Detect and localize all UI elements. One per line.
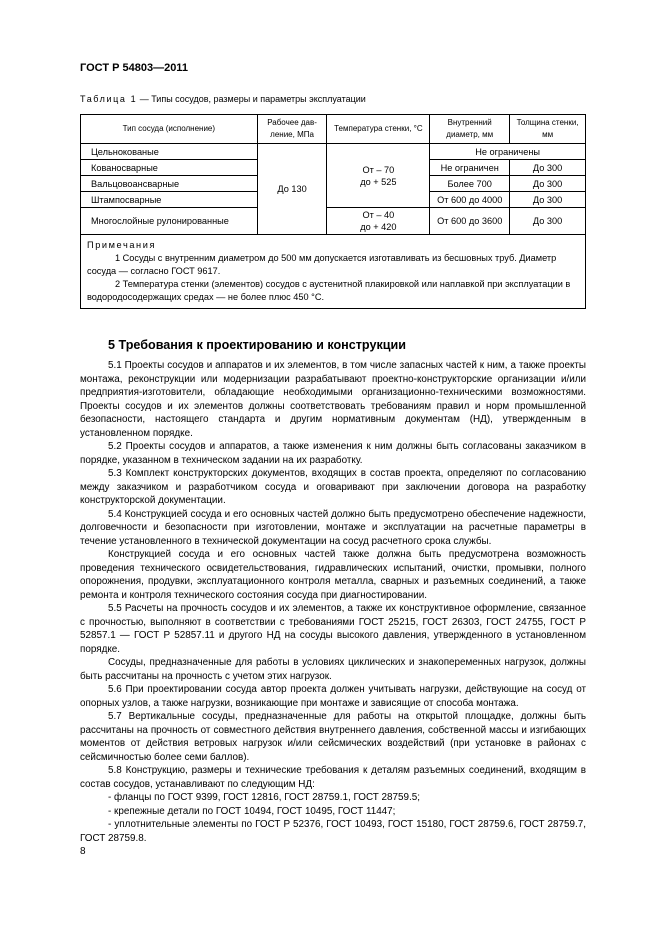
document-header: ГОСТ Р 54803—2011 [80,62,188,74]
header-thickness: Толщина стенки, мм [510,115,586,144]
paragraph: 5.3 Комплект конструкторских документов, входящих в состав проекта, определяют по согласованию между заказчиком и разработчиком сосуда и оговаривают при заключении договора на разработку конструкторской документации. [80,468,586,506]
cell-thickness: До 300 [510,208,586,235]
notes-title: Примечания [87,240,157,250]
temp-1-to: до + 525 [360,176,397,187]
cell-diameter: Не ограничен [430,160,510,176]
paragraph: Конструкцией сосуда и его основных частей также должна быть предусмотрена возможность проведения технического освидетельствования, гидравлических испытаний, очистки, промывки, полного опорожнения, продувки, эксплуатационного контроля металла, сварных и разъемных соединений, а также ремонта и контроля технического состояния сосуда при диагностировании. [80,549,586,601]
header-diameter: Внутренний диаметр, мм [430,115,510,144]
table-caption [80,94,366,104]
cell-diameter: Более 700 [430,176,510,192]
table-caption-label: Таблица 1 [80,94,138,104]
paragraph: 5.1 Проекты сосудов и аппаратов и их элементов, в том числе запасных частей к ним, а также проекты монтажа, реконструкции или модернизации разрабатывают проектно-конструкторские организации и/или предприятия-изготовители, обладающие необходимыми организационно-техническими возможностями. Проекты сосудов и их элементов должны соответствовать требованиям правил и норм промышленной безопасности, настоящего стандарта и другим нормативным документам (НД), утвержденным в установленном порядке. [80,360,586,439]
list-item: - уплотнительные элементы по ГОСТ Р 52376, ГОСТ 10493, ГОСТ 15180, ГОСТ 28759.6, ГОСТ 28759.7, ГОСТ 28759.8. [80,819,586,844]
header-pressure: Рабочее дав-ление, МПа [257,115,327,144]
cell-type: Кованосварные [81,160,258,176]
page-number: 8 [80,846,86,857]
cell-thickness: До 300 [510,192,586,208]
paragraph: Сосуды, предназначенные для работы в условиях циклических и знакопеременных нагрузок, должны быть рассчитаны на прочность с учетом этих нагрузок. [80,657,586,682]
paragraph: 5.5 Расчеты на прочность сосудов и их элементов, а также их конструктивное оформление, связанное с прочностью, выполняют в соответствии с требованиями ГОСТ 25215, ГОСТ 26303, ГОСТ 24755, ГОСТ Р 52857.1 — ГОСТ Р 52857.11 и другого НД на сосуды высокого давления, утвержденного в установленном порядке. [80,603,586,655]
cell-type: Цельнокованые [81,144,258,160]
vessel-types-table [80,114,586,309]
list-item: - фланцы по ГОСТ 9399, ГОСТ 12816, ГОСТ 28759.1, ГОСТ 28759.5; [108,792,420,803]
section-body [80,359,586,845]
temp-2-to: до + 420 [360,222,397,232]
header-temperature: Температура стенки, °С [327,115,430,144]
paragraph: 5.6 При проектировании сосуда автор проекта должен учитывать нагрузки, действующие на сосуд от опорных узлов, а также нагрузки, возникающие при монтаже и зависящие от способа монтажа. [80,684,586,709]
cell-pressure: До 130 [257,144,327,235]
table-row [81,144,586,160]
header-vessel-type: Тип сосуда (исполнение) [81,115,258,144]
list-item: - крепежные детали по ГОСТ 10494, ГОСТ 10495, ГОСТ 11447; [108,805,396,817]
paragraph: 5.8 Конструкцию, размеры и технические требования к деталям разъемных соединений, входящим в состав сосудов, устанавливают по следующим НД: [80,765,586,790]
cell-type: Штампосварные [81,192,258,208]
table-caption-text: — Типы сосудов, размеры и параметры эксплуатации [137,94,366,104]
table-notes [81,235,586,309]
table-row [81,208,586,235]
cell-thickness: До 300 [510,176,586,192]
table-notes-row [81,235,586,309]
cell-not-limited: Не ограничены [430,144,586,160]
note-1: 1 Сосуды с внутренним диаметром до 500 мм допускается изготавливать из бесшовных труб. Диаметр сосуда — согласно ГОСТ 9617. [87,253,557,276]
cell-type: Многослойные рулонированные [81,208,258,235]
table-header-row [81,115,586,144]
temp-2-from: От – 40 [362,210,395,220]
paragraph: 5.4 Конструкцией сосуда и его основных частей должно быть предусмотрено обеспечение надежности, долговечности и безопасности при изготовлении, монтаже и эксплуатации на расчетные параметры в течение установленного в технической документации на сосуд расчетного срока службы. [80,508,586,547]
cell-temperature-range-1 [327,144,430,208]
section-title: 5 Требования к проектированию и конструкции [108,338,406,352]
cell-thickness: До 300 [510,160,586,176]
paragraph: 5.2 Проекты сосудов и аппаратов, а также изменения к ним должны быть согласованы заказчиком в порядке, указанном в техническом задании на их разработку. [80,441,586,466]
cell-temperature-range-2 [327,208,430,235]
cell-diameter: От 600 до 3600 [430,208,510,235]
cell-type: Вальцовоансварные [81,176,258,192]
note-2: 2 Температура стенки (элементов) сосудов с аустенитной плакировкой или наплавкой при эксплуатации в водородосодержащих средах — не более плюс 450 °С. [87,279,571,302]
cell-diameter: От 600 до 4000 [430,192,510,208]
temp-1-from: От – 70 [362,164,395,175]
paragraph: 5.7 Вертикальные сосуды, предназначенные для работы на открытой площадке, должны быть рассчитаны на прочность от совместного действия внутреннего давления, собственной массы и изгибающих моментов от действия ветровых нагрузок и/или сейсмических воздействий (при установке в районах с сейсмичностью более семи баллов). [80,711,586,763]
